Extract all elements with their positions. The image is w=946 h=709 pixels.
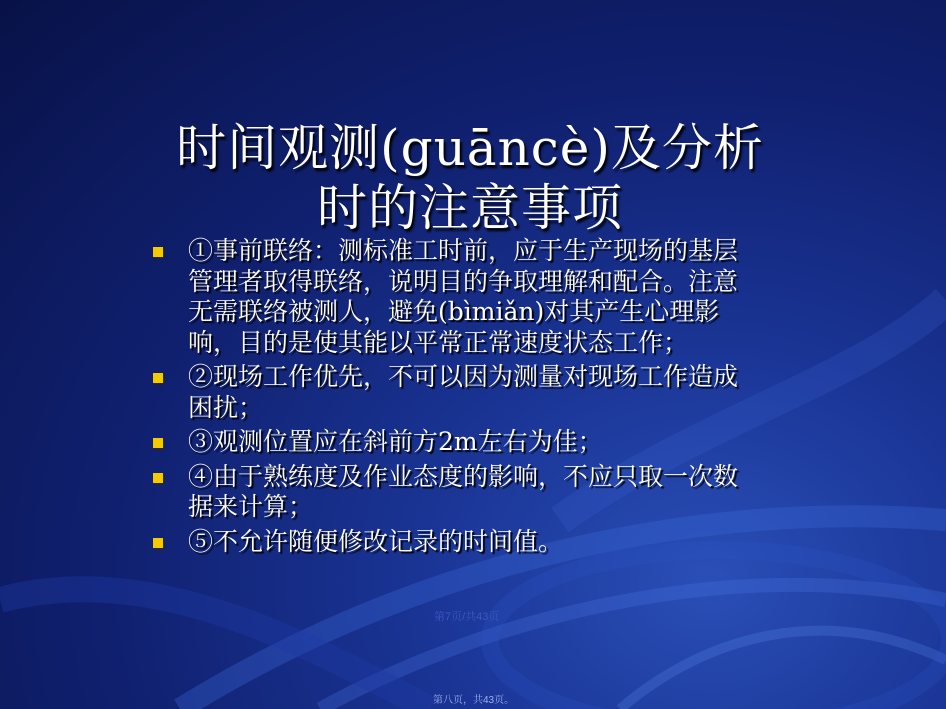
bullet-item-1 [150, 236, 810, 358]
bullet-1-line-1: ①事前联络：测标准工时前，应于生产现场的基层 [188, 236, 739, 265]
bullet-5-line-1: ⑤不允许随便修改记录的时间值。 [188, 526, 564, 556]
bullet-2-line-2: 困扰； [188, 392, 264, 422]
square-bullet-icon [153, 438, 163, 448]
bullet-3-line-1: ③观测位置应在斜前方2m左右为佳； [188, 427, 603, 456]
footer-page-note: 第八页，共43页。 [433, 695, 515, 706]
bullet-item-4 [150, 462, 810, 523]
bullet-4-line-1: ④由于熟练度及作业态度的影响，不应只取一次数 [188, 461, 739, 491]
bullet-item-2 [150, 362, 810, 423]
slide-title [90, 118, 850, 238]
bullet-item-3 [150, 427, 810, 458]
square-bullet-icon [153, 373, 163, 383]
slide-title-line-2: 时的注意事项 [317, 179, 623, 237]
slide-title-line-1: 时间观测(guāncè)及分析 [176, 119, 764, 177]
bullet-1-line-4: 响，目的是使其能以平常正常速度状态工作； [188, 327, 689, 357]
square-bullet-icon [153, 473, 163, 483]
bullet-2-line-1: ②现场工作优先，不可以因为测量对现场工作造成 [188, 362, 739, 391]
bullet-item-5 [150, 527, 810, 558]
bullet-1-line-3: 无需联络被测人，避免(bìmiǎn)对其产生心理影 [188, 297, 720, 326]
bullet-4-line-2: 据来计算； [188, 492, 314, 521]
square-bullet-icon [153, 538, 163, 548]
bullet-list [150, 236, 810, 561]
page-number: 第7页/共43页 [434, 611, 500, 623]
bullet-1-line-2: 管理者取得联络，说明目的争取理解和配合。注意 [188, 266, 739, 296]
square-bullet-icon [153, 247, 163, 257]
